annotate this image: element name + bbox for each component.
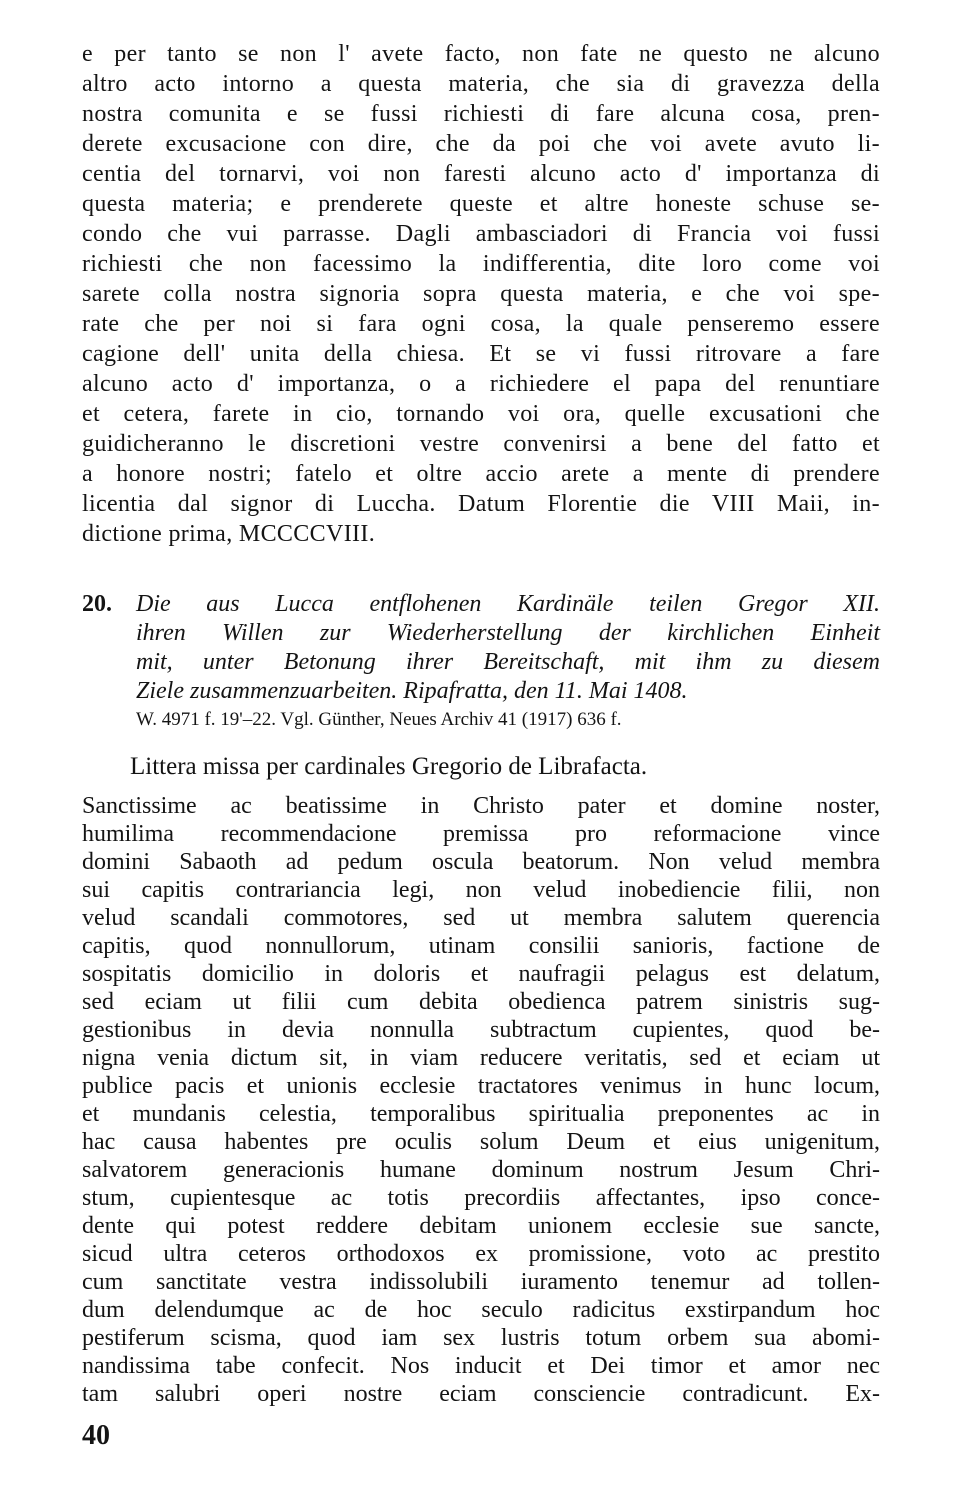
text-line: alcuno acto d' importanza, o a richiedere el papa del renuntiare [82,371,880,397]
text-line: guidicheranno le discretioni vestre convenirsi a bene del fatto et [82,431,880,457]
text-line: nostra comunita e se fussi richiesti di fare alcuna cosa, pren- [82,101,880,127]
text-line: condo che vui parrasse. Dagli ambasciadori di Francia voi fussi [82,221,880,247]
text-line: e per tanto se non l' avete facto, non fate ne questo ne alcuno [82,41,880,67]
text-line: pestiferum scisma, quod iam sex lustris totum orbem sua abomi- [82,1325,880,1351]
text-line: et mundanis celestia, temporalibus spiritualia preponentes ac in [82,1101,880,1127]
text-line: nigna venia dictum sit, in viam reducere veritatis, sed et eciam ut [82,1045,880,1071]
text-line: questa materia; e prenderete queste et altre honeste schuse se- [82,191,880,217]
text-line: cum sanctitate vestra indissolubili iuramento tenemur ad tollen- [82,1269,880,1295]
text-line: domini Sabaoth ad pedum oscula beatorum. Non velud membra [82,849,880,875]
text-line: sed eciam ut filii cum debita obedienca patrem sinistris sug- [82,989,880,1015]
text-line: publice pacis et unionis ecclesie tractatores venimus in hunc locum, [82,1073,880,1099]
page-number: 40 [82,1420,110,1451]
text-line: gestionibus in devia nonnulla subtractum cupientes, quod be- [82,1017,880,1043]
text-line: capitis, quod nonnullorum, utinam consilii sanioris, factione de [82,933,880,959]
source-reference: W. 4971 f. 19'–22. Vgl. Günther, Neues Archiv 41 (1917) 636 f. [136,709,622,730]
section-title-line: Ziele zusammenzuarbeiten. Ripafratta, den 11. Mai 1408. [136,678,688,704]
section-title-line: Die aus Lucca entflohenen Kardinäle teilen Gregor XII. [136,591,880,617]
text-line: dum delendumque ac de hoc seculo radicitus exstirpandum hoc [82,1297,880,1323]
text-line: rate che per noi si fara ogni cosa, la quale penseremo essere [82,311,880,337]
text-line: stum, cupientesque ac totis precordiis affectantes, ipso conce- [82,1185,880,1211]
text-line: sospitatis domicilio in doloris et naufragii pelagus est delatum, [82,961,880,987]
text-line: hac causa habentes pre oculis solum Deum et eius unigenitum, [82,1129,880,1155]
letter-heading: Littera missa per cardinales Gregorio de Librafacta. [130,753,648,780]
text-line: dictione prima, MCCCCVIII. [82,521,376,547]
text-line: centia del tornarvi, voi non faresti alcuno acto d' importanza di [82,161,880,187]
text-line: sicud ultra ceteros orthodoxos ex promissione, voto ac prestito [82,1241,880,1267]
text-line: a honore nostri; fatelo et oltre accio arete a mente di prendere [82,461,880,487]
text-line: dente qui potest reddere debitam unionem ecclesie sue sancte, [82,1213,880,1239]
text-line: Sanctissime ac beatissime in Christo pater et domine noster, [82,793,880,819]
text-line: tam salubri operi nostre eciam consciencie contradicunt. Ex- [82,1381,880,1407]
text-line: licentia dal signor di Luccha. Datum Florentie die VIII Maii, in- [82,491,880,517]
text-line: salvatorem generacionis humane dominum nostrum Jesum Chri- [82,1157,880,1183]
text-line: sui capitis contrariancia legi, non velud inobediencie filii, non [82,877,880,903]
text-line: nandissima tabe confecit. Nos inducit et Dei timor et amor nec [82,1353,880,1379]
text-line: cagione dell' unita della chiesa. Et se vi fussi ritrovare a fare [82,341,880,367]
text-line: et cetera, farete in cio, tornando voi ora, quelle excusationi che [82,401,880,427]
text-line: sarete colla nostra signoria sopra questa materia, e che voi spe- [82,281,880,307]
section-title-line: mit, unter Betonung ihrer Bereitschaft, mit ihm zu diesem [136,649,880,675]
text-line: humilima recommendacione premissa pro reformacione vince [82,821,880,847]
text-line: velud scandali commotores, sed ut membra salutem querencia [82,905,880,931]
text-line: richiesti che non facessimo la indifferentia, dite loro come voi [82,251,880,277]
section-title-line: ihren Willen zur Wiederherstellung der kirchlichen Einheit [136,620,880,646]
text-line: derete excusacione con dire, che da poi che voi avete avuto li- [82,131,880,157]
section-number: 20. [82,591,112,617]
text-line: altro acto intorno a questa materia, che sia di gravezza della [82,71,880,97]
